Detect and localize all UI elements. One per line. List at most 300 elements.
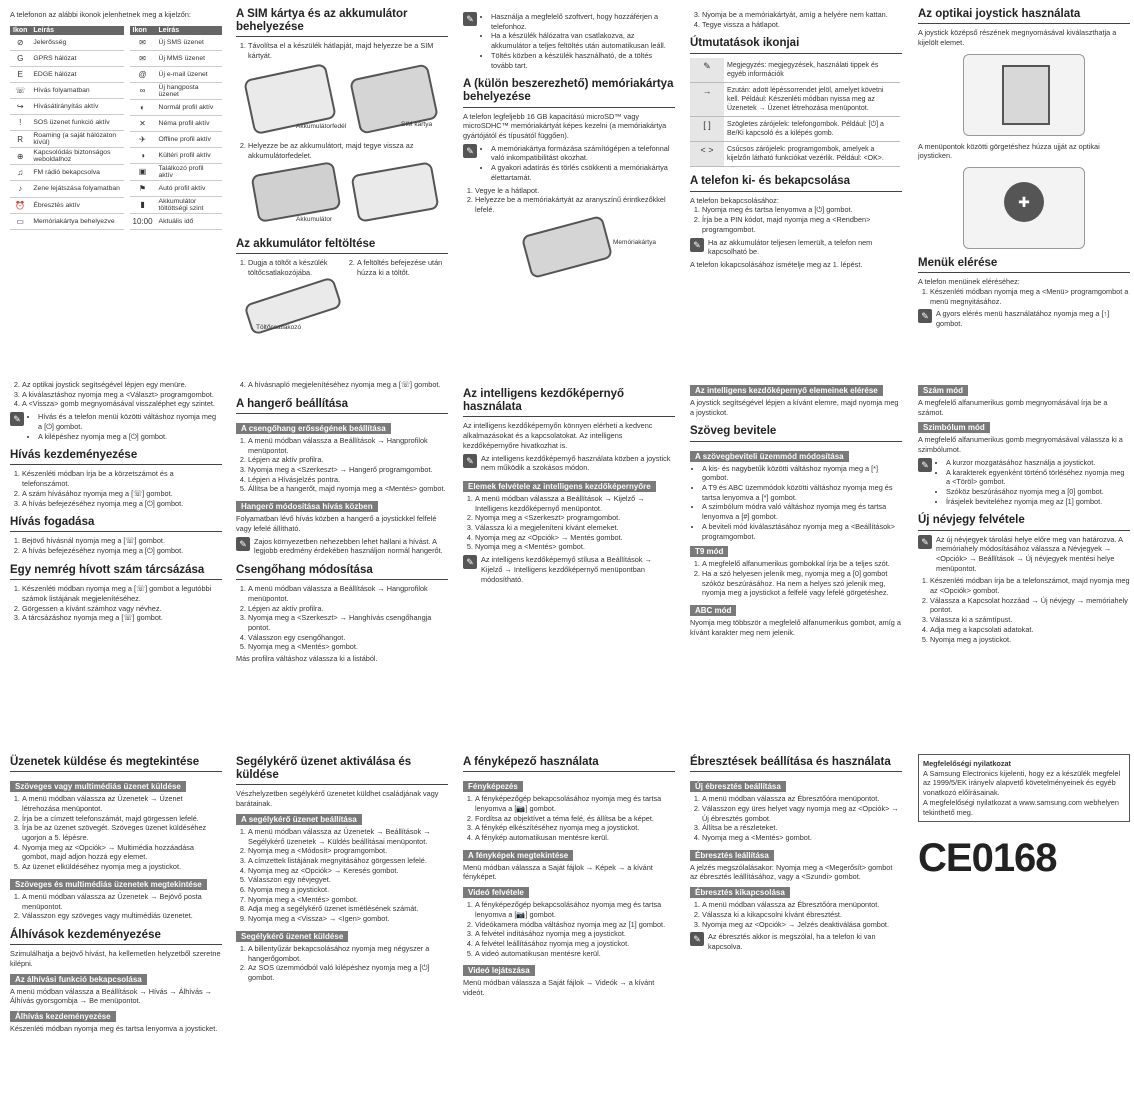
- subheading: Az intelligens kezdőképernyő elemeinek elérése: [690, 385, 883, 396]
- note-item: • A memóriakártya formázása számítógépen a telefonnal való inkompatibilitást okozhat.: [491, 144, 675, 163]
- icon-label: SOS üzenet funkció aktív: [30, 115, 123, 131]
- joystick-illustration: [963, 54, 1085, 136]
- volume-step: 2. Lépjen az aktív profilra.: [248, 455, 448, 465]
- note-item: • Írásjelek beviteléhez nyomja meg az [1] gombot.: [946, 497, 1130, 507]
- icon-label: Kapcsolódás biztonságos weboldalhoz: [30, 148, 123, 165]
- video-play-text: Menü módban válassza a Saját fájlok → Videók → a kívánt videót.: [463, 978, 655, 998]
- note-item: • Szóköz beszúrásához nyomja meg a [0] gombot.: [946, 487, 1130, 497]
- alarm-icon: ⏰: [10, 197, 30, 213]
- note-block: [236, 537, 448, 556]
- guide-row: [690, 142, 900, 167]
- col-icons: [10, 0, 222, 370]
- note-icon: ✎: [918, 535, 932, 549]
- battery-icon: ▮: [130, 196, 156, 213]
- col-volume: [236, 380, 448, 736]
- outdoor-icon: ◑: [130, 147, 156, 163]
- subheading: Hangerő módosítása hívás közben: [236, 501, 378, 512]
- note-item: • Hívás és a telefon menüi közötti váltáshoz nyomja meg a [⏻] gombot.: [38, 412, 222, 431]
- icon-row: [130, 131, 223, 147]
- col-smart-home: [463, 380, 675, 736]
- contact-step: 5. Nyomja meg a joystickot.: [930, 635, 1130, 645]
- alarm-stop-text: A jelzés megszólalásakor: Nyomja meg a <Megerősít> gombot az ébresztés leállításához, vagy a <Szundi> gombot.: [690, 862, 893, 882]
- abc-text: Nyomja meg többször a megfelelő alfanumerikus gombot, amíg a kívánt karakter meg nem jelenik.: [690, 618, 901, 637]
- icon-label: Néma profil aktív: [156, 115, 222, 131]
- subheading: Ébresztés leállítása: [690, 850, 774, 861]
- video-step: 4. A felvétel leállításához nyomja meg a joystickot.: [475, 939, 675, 949]
- ringtone-step: 3. Nyomja meg a <Szerkeszt> → Hanghívás csengőhangja pontot.: [248, 613, 448, 632]
- volume-step: 4. Lépjen a Hívásjelzés pontra.: [248, 475, 448, 485]
- contact-step: 2. Válassza a Kapcsolat hozzáad → Új névjegy → memóriahely pontot.: [930, 596, 1130, 615]
- note-icon: ✎: [463, 555, 477, 569]
- icon-row: [130, 99, 223, 115]
- subheading: Szöveges és multimédiás üzenetek megtekintése: [10, 879, 207, 890]
- photo-step: 4. A fénykép automatikusan mentésre kerül.: [475, 833, 675, 843]
- icon-label: Roaming (a saját hálózaton kívül): [30, 131, 123, 148]
- subheading: Fényképezés: [463, 781, 523, 792]
- col-alarms: [690, 748, 902, 1116]
- onoff-intro: A telefon bekapcsolásához:: [690, 195, 779, 205]
- video-step: 3. A felvétel indításához nyomja meg a joystickot.: [475, 929, 675, 939]
- meeting-icon: ▣: [130, 163, 156, 180]
- note-item: • A gyakori adatírás és törlés csökkenti a memóriakártya élettartamát.: [491, 163, 675, 182]
- contact-step: 4. Adja meg a kapcsolati adatokat.: [930, 625, 1130, 635]
- icon-label: Találkozó profil aktív: [156, 163, 222, 180]
- icon-row: [10, 50, 124, 66]
- ce-mark: CE0168: [918, 836, 1057, 881]
- subheading: Ébresztés kikapcsolása: [690, 887, 790, 898]
- guide-table: [690, 58, 900, 168]
- icon-label: Új e-mail üzenet: [156, 66, 222, 82]
- note-item: • A karakterek egyenként történő törléséhez nyomja meg a <Töröl> gombot.: [946, 468, 1130, 487]
- sos-icon: !: [10, 115, 30, 131]
- alarm-off-step: 1. A menü módban válassza az Ébresztőóra menüpontot.: [702, 900, 902, 910]
- car-icon: ⚑: [130, 180, 156, 196]
- subheading: Szöveges vagy multimédiás üzenet küldése: [10, 781, 186, 792]
- icon-row: [10, 181, 124, 197]
- answer-step: 2. A hívás befejezéséhez nyomja meg a [⏻] gombot.: [22, 546, 222, 556]
- input-bullet: • A T9 és ABC üzemmódok közötti váltáshoz nyomja meg és tartsa lenyomva a [*] gombot.: [702, 483, 902, 502]
- sos-step: 9. Nyomja meg a <Vissza> → <Igen> gombot.: [248, 914, 448, 924]
- sos-step: 7. Nyomja meg a <Mentés> gombot.: [248, 895, 448, 905]
- icon-row: [130, 35, 223, 51]
- icon-label: Jelerősség: [30, 35, 123, 51]
- t9-step: 1. A megfelelő alfanumerikus gombokkal írja be a teljes szót.: [702, 559, 902, 569]
- icon-row: [10, 99, 124, 115]
- conformity-title: Megfelelőségi nyilatkozat: [923, 759, 1011, 768]
- icon-row: [10, 82, 124, 98]
- note-icon: ✎: [463, 454, 477, 468]
- menu-step: 3. A kiválasztáshoz nyomja meg a <Választ> programgombot.: [22, 390, 222, 400]
- guide-icon: ✎: [690, 58, 724, 83]
- message-step: 5. Az üzenet elküldéséhez nyomja meg a joystickot.: [22, 862, 222, 872]
- video-step: 2. Videókamera módba váltáshoz nyomja meg az [1] gombot.: [475, 920, 675, 930]
- smart-step: 2. Nyomja meg a <Szerkeszt> programgombot.: [475, 513, 675, 523]
- guide-text: Szögletes zárójelek: telefongombok. Például: [⏻] a Be/Ki kapcsoló és a kilépés gomb.: [724, 117, 900, 142]
- ringtone-title: Csengőhang módosítása: [236, 564, 448, 580]
- note-block: [918, 309, 1130, 328]
- offline-icon: ✈: [130, 131, 156, 147]
- col-joystick: [918, 0, 1130, 370]
- note-icon: ✎: [10, 412, 24, 426]
- note-block: [690, 932, 902, 951]
- col-memcard: [463, 0, 675, 370]
- input-bullet: • A beviteli mód kiválasztásához nyomja meg a <Beállítások> programgombot.: [702, 522, 902, 541]
- icon-label: Hívásátirányítás aktív: [30, 99, 123, 115]
- note-block: [918, 458, 1130, 507]
- col-sim: [236, 0, 448, 370]
- memcard-label: Memóriakártya: [613, 238, 656, 246]
- photo-view-text: Menü módban válassza a Saját fájlok → Képek → a kívánt fényképet.: [463, 862, 653, 882]
- recent-title: Egy nemrég hívott szám tárcsázása: [10, 564, 222, 580]
- subheading: Az álhívási funkció bekapcsolása: [10, 974, 147, 985]
- email-icon: @: [130, 66, 156, 82]
- fake-call-title: Álhívások kezdeményezése: [10, 929, 222, 945]
- note-icon: ✎: [918, 309, 932, 323]
- ringtone-step: 1. A menü módban válassza a Beállítások → Hangprofilok menüpontot.: [248, 584, 448, 603]
- input-bullet: • A szimbólum módra való váltáshoz nyomja meg és tartsa lenyomva a [#] gombot.: [702, 502, 902, 521]
- icon-row: [10, 213, 124, 229]
- note-text: Ha az akkumulátor teljesen lemerült, a telefon nem kapcsolható be.: [708, 237, 873, 257]
- guide-row: [690, 58, 900, 83]
- icon-row: [10, 165, 124, 181]
- icon-row: [10, 131, 124, 148]
- col-camera: [463, 748, 675, 1116]
- sos-title: Segélykérő üzenet aktiválása és küldése: [236, 756, 448, 785]
- icon-row: [130, 66, 223, 82]
- icon-label: EDGE hálózat: [30, 66, 123, 82]
- subheading: Szimbólum mód: [918, 422, 990, 433]
- view-step: 2. Válasszon egy szöveges vagy multimédiás üzenetet.: [22, 911, 222, 921]
- memcard-step: 4. Tegye vissza a hátlapot.: [702, 20, 902, 30]
- memcard-title: A (külön beszerezhető) memóriakártya behelyezése: [463, 78, 675, 107]
- icon-label: FM rádió bekapcsolva: [30, 165, 123, 181]
- icon-row: [10, 35, 124, 51]
- volume-step: 3. Nyomja meg a <Szerkeszt> → Hangerő programgombot.: [248, 465, 448, 475]
- time-icon: 10:00: [130, 213, 156, 229]
- guide-icon: [ ]: [690, 117, 724, 142]
- volume-title: A hangerő beállítása: [236, 398, 448, 414]
- charge-step: 1. Dugja a töltőt a készülék töltőcsatlakozójába.: [248, 258, 339, 277]
- note-block: [918, 535, 1130, 574]
- subheading: A szövegbeviteli üzemmód módosítása: [690, 451, 849, 462]
- menu-title: Menük elérése: [918, 257, 1130, 273]
- guide-icon: < >: [690, 142, 724, 167]
- sos-step: 2. Nyomja meg a <Módosít> programgombot.: [248, 846, 448, 856]
- camera-title: A fényképező használata: [463, 756, 675, 772]
- call-step: 2. A szám hívásához nyomja meg a [☏] gombot.: [22, 489, 222, 499]
- note-icon: ✎: [690, 932, 704, 946]
- col-calls: [10, 380, 222, 736]
- icon-row: [130, 213, 223, 229]
- joystick-text: A menüpontok közötti görgetéshez húzza ujját az optikai joysticken.: [918, 141, 1100, 161]
- recent-step: 2. Görgessen a kívánt számhoz vagy névhez.: [22, 604, 222, 614]
- alarm-step: 2. Válasszon egy üres helyet vagy nyomja meg az <Opciók> → Új ébresztés gombot.: [702, 804, 902, 823]
- note-item: • Ha a készülék hálózatra van csatlakozva, az akkumulátor a teljes feltöltés után automatikusan leáll.: [491, 31, 675, 50]
- icon-row: [130, 147, 223, 163]
- col-messages: [10, 748, 222, 1116]
- subheading: Segélykérő üzenet küldése: [236, 931, 348, 942]
- subheading: Álhívás kezdeményezése: [10, 1011, 116, 1022]
- desc-header: Leírás: [30, 26, 123, 35]
- note-item: • A kilépéshez nyomja meg a [⏻] gombot.: [38, 432, 222, 442]
- guide-row: [690, 117, 900, 142]
- message-step: 2. Írja be a címzett telefonszámát, majd görgessen lefelé.: [22, 814, 222, 824]
- memcard-illustration: [521, 215, 614, 279]
- subheading: ABC mód: [690, 605, 736, 616]
- memcard-step: 3. Nyomja be a memóriakártyát, amíg a helyére nem kattan.: [702, 10, 902, 20]
- icon-label: Új hangposta üzenet: [156, 82, 222, 99]
- charge-step: 2. A feltöltés befejezése után húzza ki a töltőt.: [357, 258, 448, 277]
- call-step: 3. A hívás befejezéséhez nyomja meg a [⏻] gombot.: [22, 499, 222, 509]
- guide-text: Csúcsos zárójelek: programgombok, amelyek a kijelzőn látható funkciókat vezérlik. Például: <OK>.: [724, 142, 900, 167]
- col-guide: [690, 0, 902, 370]
- num-text: A megfelelő alfanumerikus gomb megnyomásával írja be a számot.: [918, 398, 1108, 417]
- note-block: [690, 238, 902, 257]
- guide-title: Útmutatások ikonjai: [690, 37, 902, 53]
- sos-send-step: 2. Az SOS üzemmódból való kilépéshez nyomja meg a [⏻] gombot.: [248, 963, 448, 982]
- icon-label: Új MMS üzenet: [156, 50, 222, 66]
- divert-icon: ↪: [10, 99, 30, 115]
- subheading: T9 mód: [690, 546, 728, 557]
- icon-label: Akkumulátor töltöttségi szint: [156, 196, 222, 213]
- sim-title: A SIM kártya és az akkumulátor behelyezése: [236, 8, 448, 37]
- ringtone-step: 5. Nyomja meg a <Mentés> gombot.: [248, 642, 448, 652]
- message-step: 4. Nyomja meg az <Opciók> → Multimédia hozzáadása gombot, majd adjon hozzá egy elemet.: [22, 843, 222, 862]
- subheading: A fényképek megtekintése: [463, 850, 573, 861]
- cover-close-illustration: [350, 161, 439, 223]
- icon-row: [130, 115, 223, 131]
- sos-step: 3. A címzettek listájának megnyitásához görgessen lefelé.: [248, 856, 448, 866]
- note-text: Az intelligens kezdőképernyő stílusa a Beállítások → Kijelző → Intelligens kezdőképernyő menüpontban módosítható.: [481, 555, 652, 584]
- icon-label: Normál profil aktív: [156, 99, 222, 115]
- roaming-icon: R: [10, 131, 30, 148]
- icon-label: Új SMS üzenet: [156, 35, 222, 51]
- desc-header: Leírás: [156, 26, 222, 35]
- input-bullet: • A kis- és nagybetűk közötti váltáshoz nyomja meg a [*] gombot.: [702, 464, 902, 483]
- sym-text: A megfelelő alfanumerikus gomb megnyomásával válassza ki a szimbólumot.: [918, 435, 1123, 455]
- sos-step: 1. A menü módban válassza az Üzenetek → Beállítások → Segélykérő üzenetek → Küldés beállításai menüpontot.: [248, 827, 448, 846]
- charge-title: Az akkumulátor feltöltése: [236, 238, 448, 254]
- note-icon: ✎: [463, 12, 477, 26]
- sos-step: 4. Nyomja meg az <Opciók> → Keresés gombot.: [248, 866, 448, 876]
- photo-step: 1. A fényképezőgép bekapcsolásához nyomja meg és tartsa lenyomva a [📷] gombot.: [475, 794, 675, 813]
- onoff-title: A telefon ki- és bekapcsolása: [690, 175, 902, 191]
- sos-step: 6. Nyomja meg a joystickot.: [248, 885, 448, 895]
- battery-illustration: [250, 161, 341, 223]
- call-step: 1. Készenléti módban írja be a körzetszámot és a telefonszámot.: [22, 469, 222, 488]
- alarm-title: Ébresztések beállítása és használata: [690, 756, 902, 772]
- icon-row: [130, 180, 223, 196]
- note-text: Az intelligens kezdőképernyő használata közben a joystick nem működik a szokásos módon.: [481, 453, 671, 473]
- smart-access-text: A joystick segítségével lépjen a kívánt elemre, majd nyomja meg a joystickot.: [690, 398, 899, 417]
- view-step: 1. A menü módban válassza az Üzenetek → Bejövő posta menüpontot.: [22, 892, 222, 911]
- intro-text: A telefonon az alábbi ikonok jelenhetnek meg a kijelzőn:: [10, 10, 191, 19]
- sos-step: 5. Válasszon egy névjegyet.: [248, 875, 448, 885]
- icon-row: [130, 50, 223, 66]
- recent-step: 4. A hívásnapló megjelenítéséhez nyomja meg a [☏] gombot.: [248, 380, 448, 390]
- icon-row: [130, 196, 223, 213]
- fake-call-make: Készenléti módban nyomja meg és tartsa lenyomva a joysticket.: [10, 1023, 218, 1033]
- battery-label: Akkumulátor: [296, 216, 333, 224]
- fake-call-step: A menü módban válassza a Beállítások → Hívás → Álhívás → Álhívás gyorsgombja → Be menüpontot.: [10, 986, 212, 1006]
- note-block: [463, 144, 675, 183]
- gprs-icon: G: [10, 50, 30, 66]
- smart-step: 3. Válassza ki a megjeleníteni kívánt elemeket.: [475, 523, 675, 533]
- memory-icon: ▭: [10, 213, 30, 229]
- smart-title: Az intelligens kezdőképernyő használata: [463, 388, 675, 417]
- row-2: [0, 380, 1134, 736]
- icon-header: Ikon: [10, 26, 30, 35]
- note-block: [10, 412, 222, 441]
- fm-icon: ♫: [10, 165, 30, 181]
- note-text: Zajos környezetben nehezebben lehet hallani a hívást. A legjobb eredmény érdekében használjon normál hangerőt.: [254, 536, 443, 556]
- icon-label: Zene lejátszása folyamatban: [30, 181, 123, 197]
- note-item: • Használja a megfelelő szoftvert, hogy hozzáférjen a telefonhoz.: [491, 12, 675, 31]
- menu-step: 2. Az optikai joystick segítségével lépjen egy menüre.: [22, 380, 222, 390]
- menu-step: 1. Készenléti módban nyomja meg a <Menü> programgombot a menü megnyitásához.: [930, 287, 1130, 306]
- subheading: Elemek felvétele az intelligens kezdőképernyőre: [463, 481, 656, 492]
- sim-label: SIM kártya: [401, 120, 433, 128]
- icon-row: [130, 82, 223, 99]
- icon-label: Autó profil aktív: [156, 180, 222, 196]
- alarm-step: 1. A menü módban válassza az Ébresztőóra menüpontot.: [702, 794, 902, 804]
- subheading: Szám mód: [918, 385, 968, 396]
- subheading: Új ébresztés beállítása: [690, 781, 786, 792]
- call-title: Hívás kezdeményezése: [10, 449, 222, 465]
- icon-row: [10, 197, 124, 213]
- icon-row: [10, 66, 124, 82]
- icon-label: Offline profil aktív: [156, 131, 222, 147]
- note-icon: ✎: [690, 238, 704, 252]
- volume-text: Folyamatban lévő hívás közben a hangerő a joystickkel felfelé vagy lefelé állítható.: [236, 514, 437, 533]
- note-text: Az új névjegyek tárolási helye előre meg van határozva. A memóriahely módosításához válassza a Névjegyek → <Opciók> → Beállítások → Új névjegyek mentési helye menüpontot.: [936, 534, 1123, 573]
- icon-label: Ébresztés aktív: [30, 197, 123, 213]
- subheading: Videó lejátszása: [463, 965, 535, 976]
- message-step: 1. A menü módban válassza az Üzenetek → Üzenet létrehozása menüpontot.: [22, 794, 222, 813]
- alarm-off-step: 3. Nyomja meg az <Opciók> → Jelzés deaktiválása gombot.: [702, 920, 902, 930]
- call-icon: ☏: [10, 82, 30, 98]
- note-item: • A kurzor mozgatásához használja a joystickot.: [946, 458, 1130, 468]
- subheading: A csengőhang erősségének beállítása: [236, 423, 391, 434]
- menu-step: 4. A <Vissza> gomb megnyomásával visszaléphet egy szintet.: [22, 399, 222, 409]
- note-block: [463, 555, 675, 584]
- sos-send-step: 1. A billentyűzár bekapcsolásához nyomja meg négyszer a hangerőgombot.: [248, 944, 448, 963]
- col-contacts: [918, 380, 1130, 736]
- mms-icon: ✉: [130, 50, 156, 66]
- alarm-step: 4. Nyomja meg a <Mentés> gombot.: [702, 833, 902, 843]
- voicemail-icon: ∞: [130, 82, 156, 99]
- msg-icon: ✉: [130, 35, 156, 51]
- icon-label: Aktuális idő: [156, 213, 222, 229]
- icon-header: Ikon: [130, 26, 156, 35]
- ringtone-outro: Más profilra váltáshoz válassza ki a listából.: [236, 654, 378, 664]
- silent-icon: ✕: [130, 115, 156, 131]
- alarm-step: 3. Állítsa be a részleteket.: [702, 823, 902, 833]
- row-3: [0, 748, 1134, 1116]
- note-text: Az ébresztés akkor is megszólal, ha a telefon ki van kapcsolva.: [708, 932, 876, 951]
- row-1: [0, 0, 1134, 370]
- video-step: 1. A fényképezőgép bekapcsolásához nyomja meg és tartsa lenyomva a [📷] gombot.: [475, 900, 675, 919]
- memcard-step: 1. Vegye le a hátlapot.: [475, 186, 675, 196]
- smart-step: 1. A menü módban válassza a Beállítások → Kijelző → Intelligens kezdőképernyő menüpontot.: [475, 494, 675, 513]
- memcard-text: A telefon legfeljebb 16 GB kapacitású microSD™ vagy microSDHC™ memóriakártyát képes kezelni (a memóriakártya gyártójától és típusától függően).: [463, 111, 667, 141]
- menu-intro: A telefon menüinek eléréséhez:: [918, 277, 1020, 287]
- web-icon: ⊕: [10, 148, 30, 165]
- joystick-text: A joystick középső részének megnyomásával kiválaszthatja a kijelölt elemet.: [918, 28, 1117, 47]
- edge-icon: E: [10, 66, 30, 82]
- volume-step: 5. Állítsa be a hangerőt, majd nyomja meg a <Mentés> gombot.: [248, 484, 448, 494]
- conformity-text: A megfelelőségi nyilatkozat a www.samsung.com webhelyen tekinthető meg.: [923, 797, 1119, 817]
- note-icon: ✎: [463, 144, 477, 158]
- guide-text: Megjegyzés: megjegyzések, használati tippek és egyéb információk: [724, 58, 900, 83]
- contact-title: Új névjegy felvétele: [918, 514, 1130, 530]
- charger-label: Töltőcsatlakozó: [256, 323, 302, 331]
- ringtone-step: 2. Lépjen az aktív profilra.: [248, 604, 448, 614]
- contact-step: 1. Készenléti módban írja be a telefonszámot, majd nyomja meg az <Opciók> gombot.: [930, 576, 1130, 595]
- onoff-step: 1. Nyomja meg és tartsa lenyomva a [⏻] gombot.: [702, 205, 902, 215]
- sim-step: 2. Helyezze be az akkumulátort, majd tegye vissza az akkumulátorfedelet.: [248, 141, 448, 160]
- ringtone-step: 4. Válasszon egy csengőhangot.: [248, 633, 448, 643]
- sim-step: 1. Távolítsa el a készülék hátlapját, majd helyezze be a SIM kártyát.: [248, 41, 448, 60]
- cover-label: Akkumulátorfedél: [296, 122, 347, 130]
- col-text-input: [690, 380, 902, 736]
- icon-label: Hívás folyamatban: [30, 82, 123, 98]
- icon-row: [10, 115, 124, 131]
- note-item: • Töltés közben a készülék használható, de a töltés tovább tart.: [491, 51, 675, 70]
- messages-title: Üzenetek küldése és megtekintése: [10, 756, 222, 772]
- smart-step: 5. Nyomja meg a <Mentés> gombot.: [475, 542, 675, 552]
- icon-label: GPRS hálózat: [30, 50, 123, 66]
- icon-label: Kültéri profil aktív: [156, 147, 222, 163]
- answer-step: 1. Bejövő hívásnál nyomja meg a [☏] gombot.: [22, 536, 222, 546]
- recent-step: 1. Készenléti módban nyomja meg a [☏] gombot a legutóbbi számok listájának megjelenítéséhez.: [22, 584, 222, 603]
- sos-intro: Vészhelyzetben segélykérő üzenetet küldhet családjának vagy barátainak.: [236, 789, 439, 809]
- subheading: Videó felvétele: [463, 887, 529, 898]
- photo-step: 2. Fordítsa az objektívet a téma felé, és állítsa be a képet.: [475, 814, 675, 824]
- text-input-title: Szöveg bevitele: [690, 425, 902, 441]
- video-step: 5. A videó automatikusan mentésre kerül.: [475, 949, 675, 959]
- answer-title: Hívás fogadása: [10, 516, 222, 532]
- conformity-text: A Samsung Electronics kijelenti, hogy ez a készülék megfelel az 1999/5/EK irányelv alapvető követelményeinek és egyéb vonatkozó előírásainak.: [923, 768, 1121, 798]
- icon-table-left: [10, 26, 124, 230]
- contact-step: 3. Válassza ki a számtípust.: [930, 615, 1130, 625]
- note-block: [463, 12, 675, 70]
- fake-call-text: Szimulálhatja a bejövő hívást, ha kellemetlen helyzetből szeretne kilépni.: [10, 949, 221, 968]
- conformity-box: [918, 754, 1130, 822]
- profile-icon: ◐: [130, 99, 156, 115]
- message-step: 3. Írja be az üzenet szövegét. Szöveges üzenet küldéséhez ugorjon a 5. lépésre.: [22, 823, 222, 842]
- onoff-outro: A telefon kikapcsolásához ismételje meg az 1. lépést.: [690, 259, 863, 269]
- note-block: [463, 454, 675, 473]
- joystick-title: Az optikai joystick használata: [918, 8, 1130, 24]
- volume-step: 1. A menü módban válassza a Beállítások → Hangprofilok menüpontot.: [248, 436, 448, 455]
- icon-row: [130, 163, 223, 180]
- signal-icon: ⊘: [10, 35, 30, 51]
- alarm-off-step: 2. Válassza ki a kikapcsolni kívánt ébresztést.: [702, 910, 902, 920]
- icon-row: [10, 148, 124, 165]
- subheading: A segélykérő üzenet beállítása: [236, 814, 362, 825]
- smart-step: 4. Nyomja meg az <Opciók> → Mentés gombot.: [475, 533, 675, 543]
- guide-row: [690, 82, 900, 116]
- col-conformity: [918, 748, 1130, 1116]
- memcard-step: 2. Helyezze be a memóriakártyát az aranyszínű érintkezőkkel lefelé.: [475, 195, 675, 214]
- onoff-step: 2. Írja be a PIN kódot, majd nyomja meg a <Rendben> programgombot.: [702, 215, 902, 234]
- guide-text: Ezután: adott lépéssorrendet jelöl, amelyet követni kell. Például: Készenléti módban nyissa meg az Üzenetek → Üzenet létrehozása menüpontot.: [724, 82, 900, 116]
- note-icon: ✎: [918, 458, 932, 472]
- icon-table-right: [130, 26, 223, 230]
- t9-step: 2. Ha a szó helyesen jelenik meg, nyomja meg a [0] gombot szóköz beszúrásához. Ha nem a helyes szó jelenik meg, nyomja meg a joystickot a felfelé vagy lefelé görgetéshez.: [702, 569, 902, 598]
- sos-step: 8. Adja meg a segélykérő üzenet ismétlésének számát.: [248, 904, 448, 914]
